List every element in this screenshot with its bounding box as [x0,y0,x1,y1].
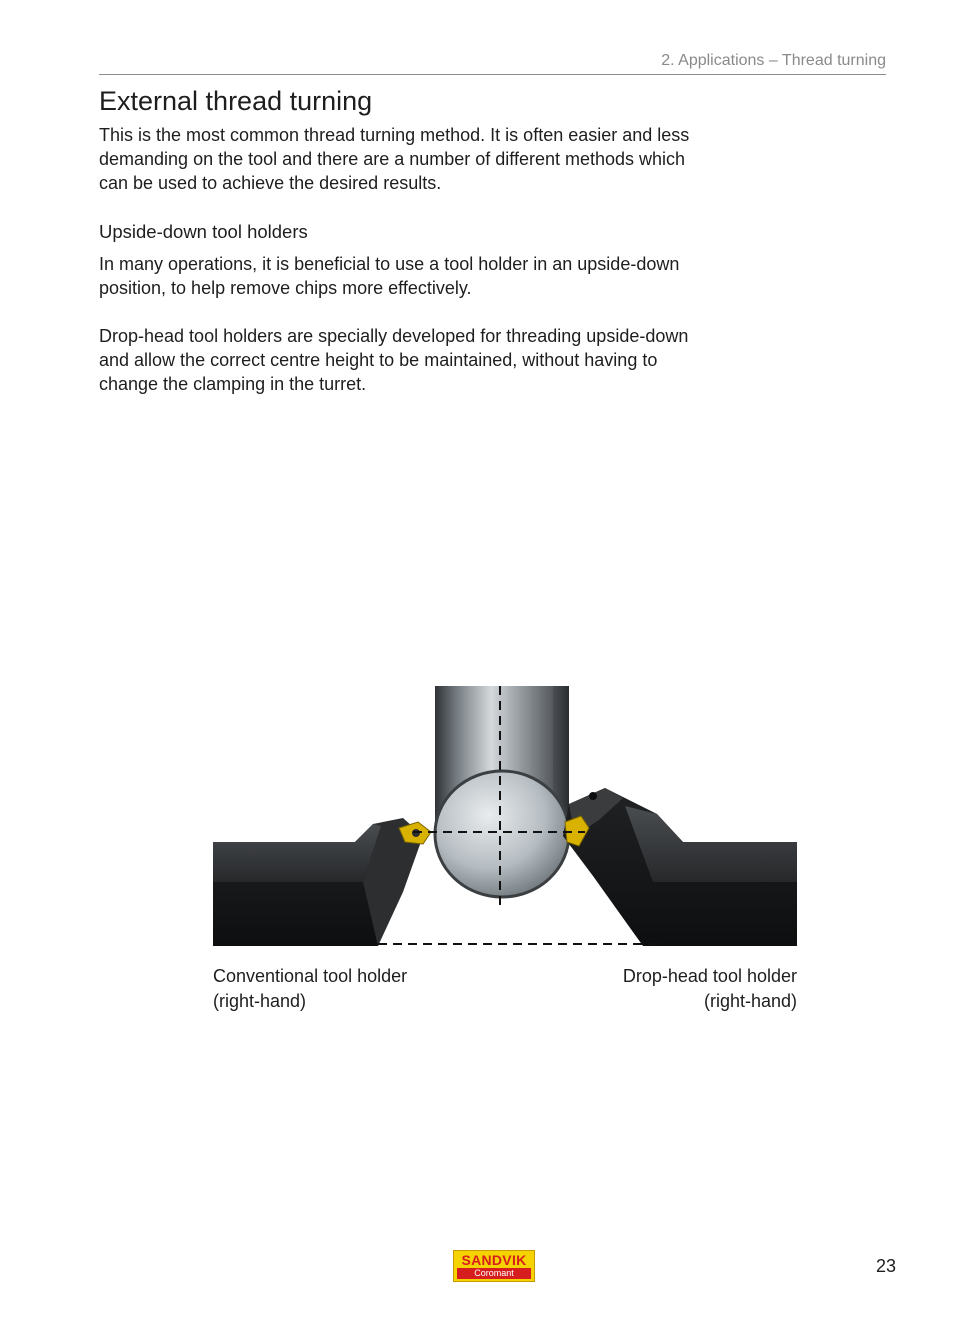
running-head [99,50,886,75]
logo-sub: Coromant [457,1268,531,1279]
drop-head-holder [563,788,797,946]
caption-line: (right-hand) [703,991,797,1011]
page-title: External thread turning [99,86,373,116]
caption-line: Drop-head tool holder [622,966,797,986]
page-number: 23 [876,1256,897,1276]
intro-paragraph: This is the most common thread turning method. It is often easier and less demanding on the tool and there are a number of different methods which can be used to achieve the desired results. [99,125,690,194]
body-paragraph: Drop-head tool holders are specially developed for threading upside-down and allow the correct centre height to be maintained, without having to change the clamping in the turret. [99,326,689,395]
running-head-text: 2. Applications – Thread turning [661,52,886,69]
conventional-holder [213,818,431,946]
subsection-title: Upside-down tool holders [99,221,308,242]
caption-conventional-holder [213,964,407,1014]
caption-line: Conventional tool holder [213,966,408,986]
caption-drop-head-holder [623,964,797,1014]
body-paragraph: In many operations, it is beneficial to use a tool holder in an upside-down position, to help remove chips more effectively. [99,254,680,299]
sandvik-coromant-logo [453,1250,535,1282]
logo-brand: SANDVIK [461,1252,527,1268]
tool-holder-illustration [213,686,797,948]
workpiece-shaft [435,686,569,897]
caption-line: (right-hand) [213,991,307,1011]
